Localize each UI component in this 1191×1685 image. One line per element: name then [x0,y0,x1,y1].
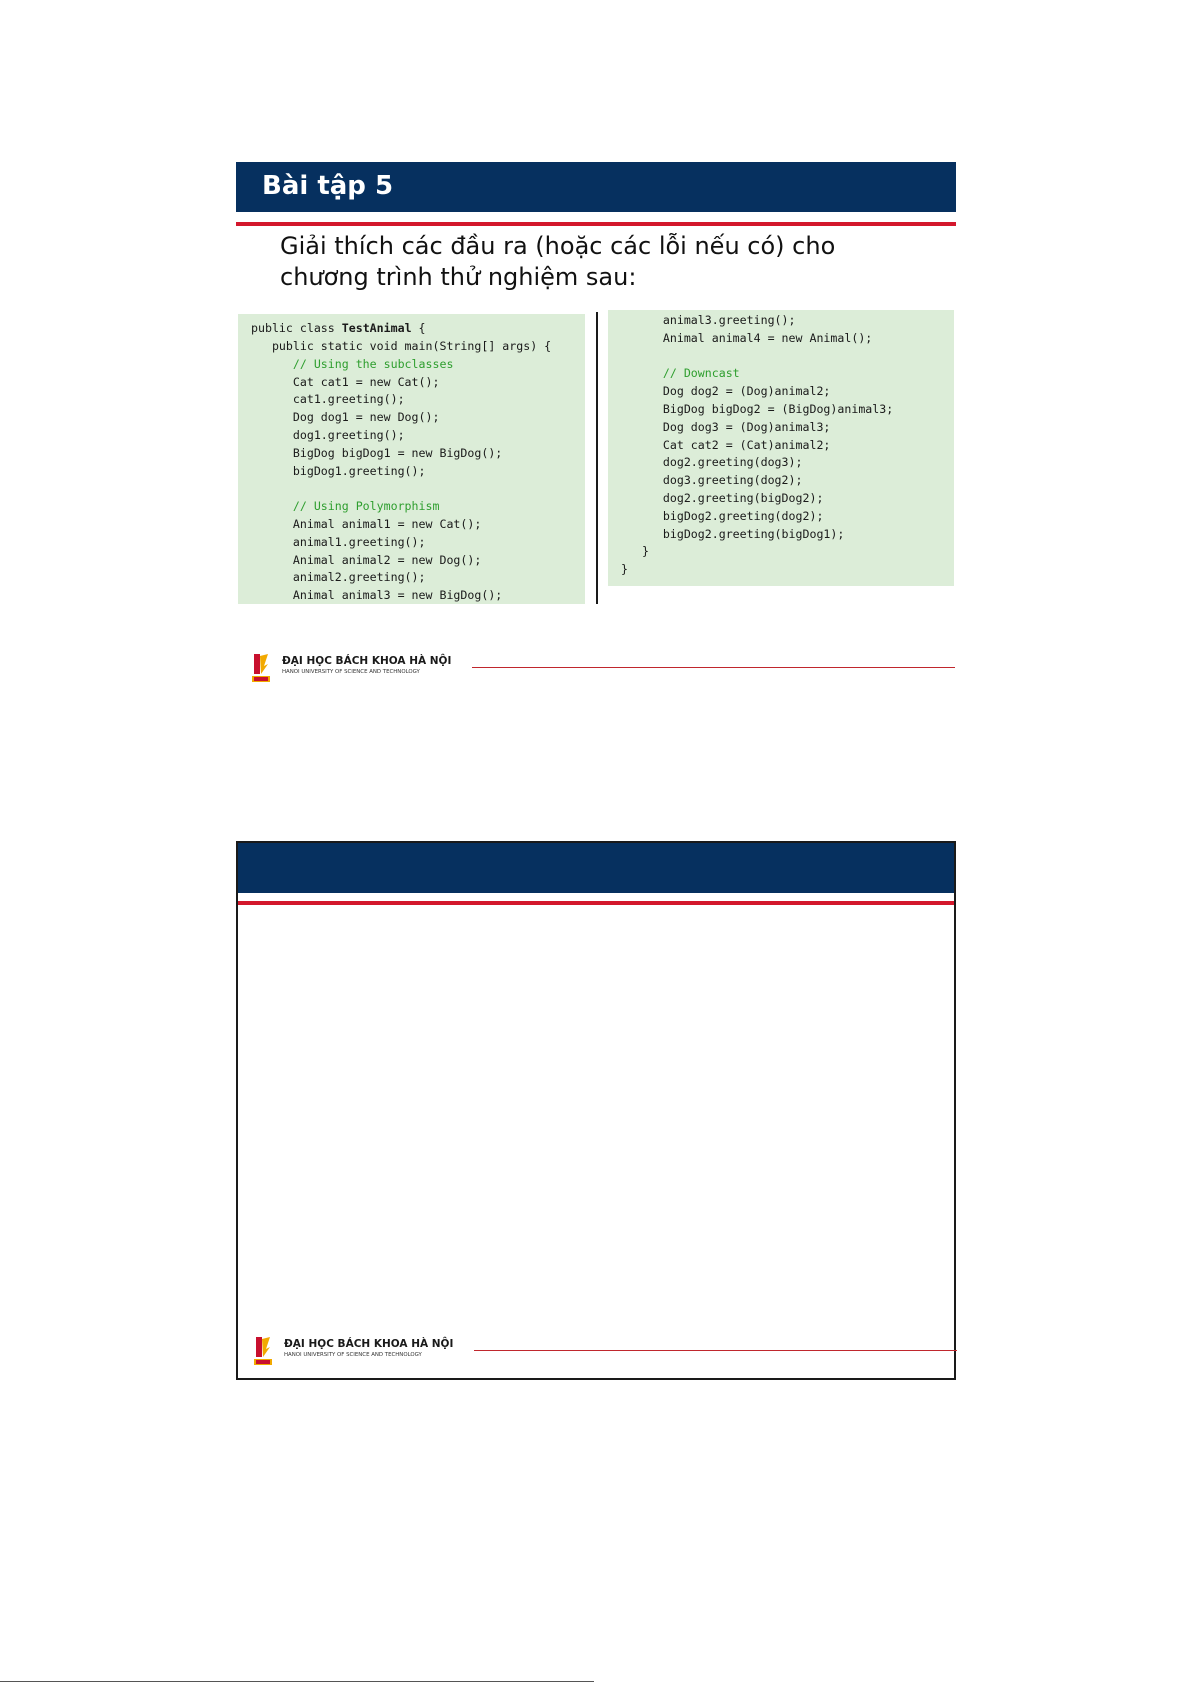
footer-rule [472,667,955,668]
code-line-class-header [251,319,426,337]
code-comment: // Using the subclasses [251,356,454,371]
code-brace: { [411,321,426,335]
code-line: Dog dog3 = (Dog)animal3; [621,419,831,434]
prompt-line: Giải thích các đầu ra (hoặc các lỗi nếu có) cho [280,232,836,260]
code-line: animal3.greeting(); [621,313,796,327]
footer-rule [474,1350,957,1351]
code-line: cat1.greeting(); [251,392,405,407]
code-line: dog3.greeting(dog2); [621,473,803,488]
page-bottom-rule [0,1681,594,1682]
code-comment: // Using Polymorphism [251,499,440,514]
code-line: BigDog bigDog1 = new BigDog(); [251,445,503,460]
title-divider [238,901,954,905]
code-panel-left [238,314,585,604]
code-divider [596,312,598,604]
code-line: Dog dog1 = new Dog(); [251,410,440,425]
code-line: Animal animal1 = new Cat(); [251,517,482,531]
code-line: bigDog2.greeting(bigDog1); [621,526,845,541]
slide-title-bar [236,162,956,212]
code-panel-right [608,310,954,586]
title-divider [236,222,956,226]
slide-bai-tap-5 [236,162,956,682]
code-line: Animal animal2 = new Dog(); [251,552,482,567]
code-line: Dog dog2 = (Dog)animal2; [621,384,831,399]
code-comment: // Downcast [621,366,740,381]
code-line: BigDog bigDog2 = (BigDog)animal3; [621,402,894,416]
code-line: public static void main(String[] args) { [251,339,552,353]
code-line: animal1.greeting(); [251,534,426,549]
class-name: TestAnimal [341,321,412,335]
code-line: dog2.greeting(bigDog2); [621,491,824,505]
slide-title-bar [238,843,954,893]
code-line: Animal animal3 = new BigDog(); [251,588,503,603]
exercise-prompt [280,231,940,293]
code-line: Animal animal4 = new Animal(); [621,330,873,345]
university-name: ĐẠI HỌC BÁCH KHOA HÀ NỘI [284,1338,454,1350]
code-line: Cat cat1 = new Cat(); [251,374,440,389]
code-keyword-text: public class [251,321,342,335]
prompt-line: chương trình thử nghiệm sau: [280,263,637,291]
code-line: Cat cat2 = (Cat)animal2; [621,437,831,452]
hust-logo-icon [254,1335,272,1365]
code-line: dog2.greeting(dog3); [621,455,803,470]
code-line: } [621,544,649,559]
code-line: animal2.greeting(); [251,570,426,585]
code-line: bigDog2.greeting(dog2); [621,508,824,523]
university-name-en: HANOI UNIVERSITY OF SCIENCE AND TECHNOLOGY [284,1352,422,1358]
slide-blank [236,841,956,1380]
code-line: dog1.greeting(); [251,428,405,442]
code-line: bigDog1.greeting(); [251,463,426,478]
university-name: ĐẠI HỌC BÁCH KHOA HÀ NỘI [282,655,452,667]
university-name-en: HANOI UNIVERSITY OF SCIENCE AND TECHNOLOGY [282,669,420,675]
slide-title: Bài tập 5 [262,171,394,201]
hust-logo-icon [252,652,270,682]
code-line: } [621,562,628,577]
